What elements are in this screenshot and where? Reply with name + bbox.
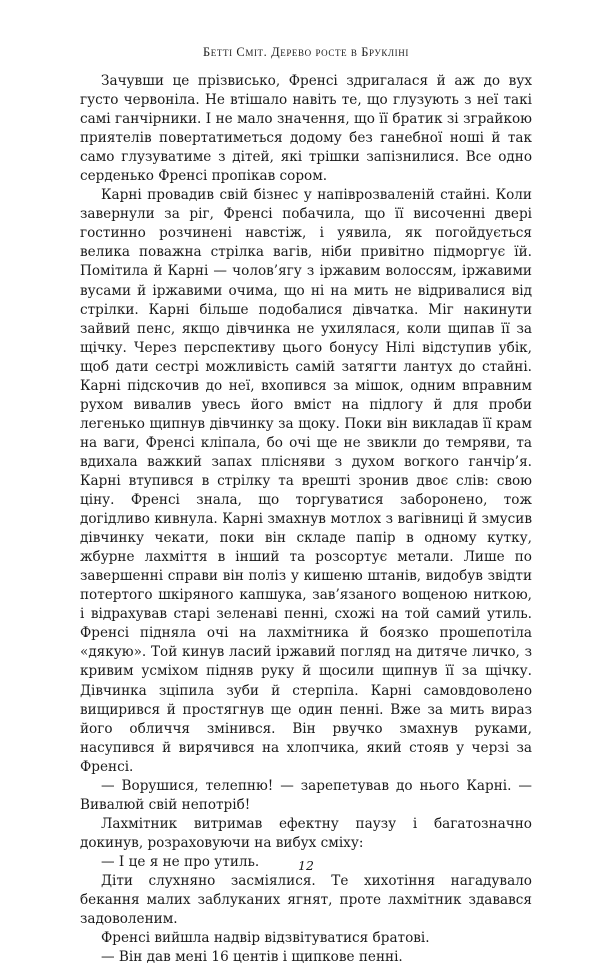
- paragraph: Діти слухняно засміялися. Те хихотіння нагадувало бекання малих заблуканих ягнят, проте лахмітник здавався задоволеним.: [80, 872, 532, 928]
- body-text: [80, 72, 532, 967]
- paragraph: Френсі вийшла надвір відзвітуватися братові.: [101, 930, 430, 947]
- paragraph: Лахмітник витримав ефектну паузу і багатозначно докинув, розраховуючи на вибух сміху:: [80, 815, 532, 851]
- paragraph: — Ворушися, телепню! — зарепетував до нього Карні. — Вивалюй свій непотріб!: [80, 777, 532, 813]
- paragraph: — Він дав мені 16 центів і щипкове пенні.: [101, 949, 403, 966]
- running-head: Бетті Сміт. Дерево росте в Брукліні: [203, 45, 409, 59]
- paragraph: Зачувши це прізвисько, Френсі здригалася й аж до вух густо червоніла. Не втішало навіть те, що глузують з неї такі самі ганчірники. І не мало значення, що її братик зі зграйкою приятелів повертатиметься додому без ганебної ноші й так само глузуватиме з дітей, які трішки запізнилися. Все одно серденько Френсі пропікав сором.: [80, 73, 532, 185]
- paragraph: Карні провадив свій бізнес у напіврозваленій стайні. Коли завернули за ріг, Френсі побачила, що її височенні двері гостинно розчинені навстіж, і уявила, як погойдується велика поважна стрілка вагів, ніби привітно підморгує їй. Помітила й Карні — чолов’ягу з іржавим волоссям, іржавими вусами й іржавими очима, що ні на мить не відривалися від стрілки. Карні більше подобалися дівчатка. Міг накинути зайвий пенс, якщо дівчинка не ухилялася, коли щипав її за щічку. Через перспективу цього бонусу Нілі відступив убік, щоб дати сестрі можливість самій затягти лантух до стайні. Карні підскочив до неї, вхопився за мішок, одним вправним рухом вивалив увесь його вміст на підлогу й для проби легенько щипнув дівчинку за щоку. Поки він викладав її крам на ваги, Френсі кліпала, бо очі ще не звикли до темряви, та вдихала важкий запах плісняви з духом вогкого ганчір’я. Карні втупився в стрілку та врешті зронив двоє слів: свою ціну. Френсі знала, що торгуватися заборонено, тож догідливо кивнула. Карні змахнув мотлох з вагівниці й змусив дівчинку чекати, поки він складе папір в одному кутку, жбурне лахміття в інший та розсортує метали. Лише по завершенні справи він поліз у кишеню штанів, видобув звідти потертого шкіряного капшука, зав’язаного вощеною ниткою, і відрахував старі зеленаві пенні, схожі на той самий утиль. Френсі підняла очі на лахмітника й боязко прошепотіла «дякую». Той кинув ласий іржавий погляд на дитяче личко, з кривим усміхом підняв руку й щосили щипнув її за щічку. Дівчинка зціпила зуби й стерпіла. Карні самовдоволено вищирився й простягнув ще один пенні. Вже за мить вираз його обличчя змінився. Він рвучко змахнув руками, насупився й вирячився на хлопчика, який стояв у черзі за Френсі.: [80, 187, 532, 775]
- page-number: 12: [298, 858, 314, 873]
- paragraph: — І це я не про утиль.: [101, 853, 260, 870]
